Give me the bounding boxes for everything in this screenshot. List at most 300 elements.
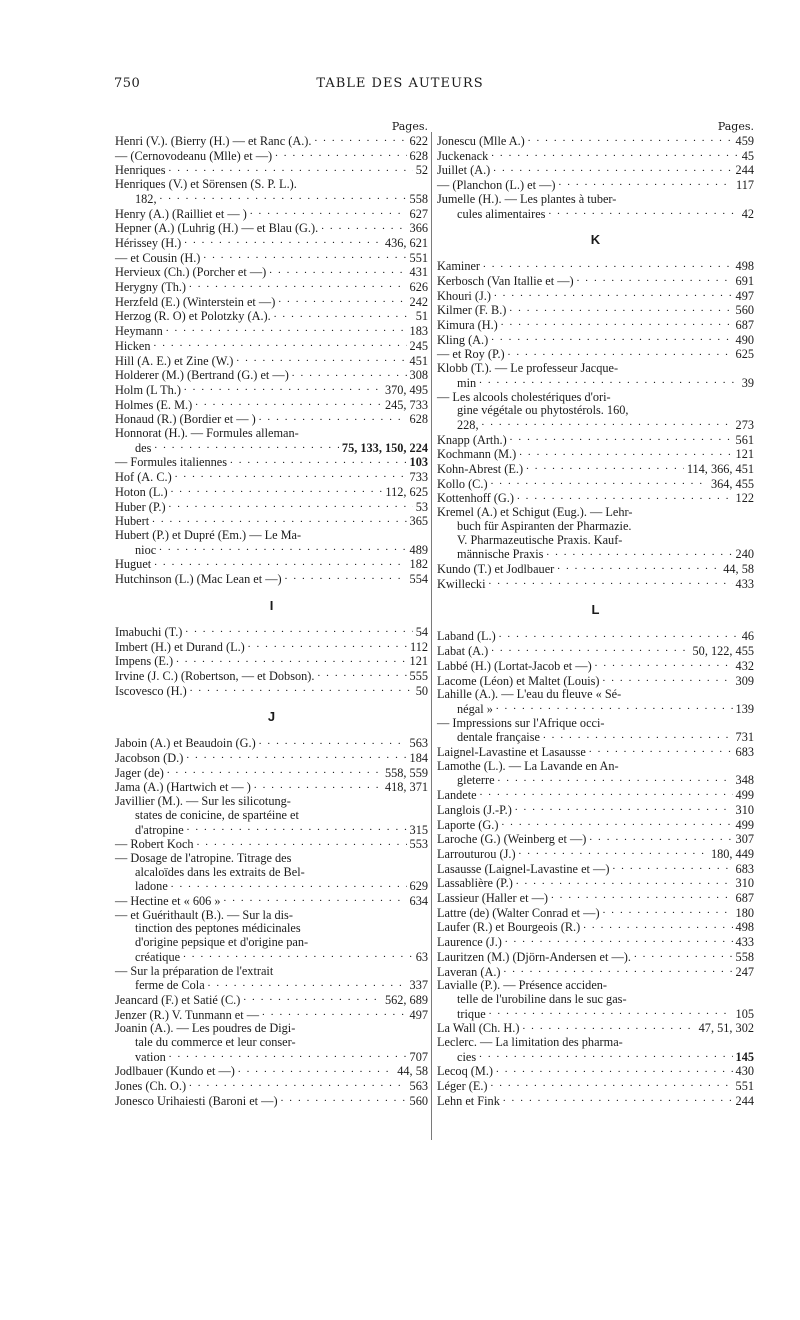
entry-text: Hutchinson (L.) (Mac Lean et —) — [115, 572, 282, 587]
entry-text: Herygny (Th.) — [115, 280, 187, 295]
index-entry — [437, 950, 754, 965]
entry-text: Kilmer (F. B.) — [437, 303, 507, 318]
page-reference: 47, 51, 302 — [698, 1021, 754, 1036]
page-number: 750 — [114, 76, 141, 91]
entry-text: Impens (E.) — [115, 654, 174, 669]
entry-line — [115, 866, 428, 880]
page-reference: 451 — [409, 353, 428, 368]
dot-leader — [491, 477, 708, 488]
index-entry — [437, 717, 754, 745]
entry-line — [437, 418, 754, 433]
entry-text: d'origine pepsique et d'origine pan- — [135, 935, 309, 950]
index-entry — [437, 1021, 754, 1036]
dot-leader — [577, 274, 733, 285]
entry-text: Jeancard (F.) et Satié (C.) — [115, 992, 241, 1007]
dot-leader — [154, 557, 406, 568]
entry-text: Kundo (T.) et Jodlbauer — [437, 561, 555, 576]
entry-text: Juillet (A.) — [437, 163, 491, 178]
dot-leader — [519, 847, 708, 858]
entry-line — [115, 993, 428, 1008]
page-reference: 628 — [409, 412, 428, 427]
index-entry — [437, 447, 754, 462]
entry-line — [437, 760, 754, 774]
entry-line — [115, 192, 428, 207]
entry-line — [437, 950, 754, 965]
index-entry — [115, 766, 428, 781]
index-entry — [115, 412, 428, 427]
dot-leader — [292, 368, 407, 379]
entry-line — [115, 751, 428, 766]
entry-text: Lasausse (Laignel-Lavastine et —) — [437, 861, 610, 876]
page-reference: 42 — [741, 206, 754, 221]
entry-text: states de conicine, de spartéine et — [135, 807, 299, 822]
dot-leader — [274, 309, 413, 320]
page-reference: 50 — [415, 683, 428, 698]
entry-line — [437, 547, 754, 562]
entry-line — [115, 134, 428, 149]
entry-text: Herzfeld (E.) (Winterstein et —) — [115, 294, 276, 309]
page-reference: 558 — [735, 949, 754, 964]
index-entry — [437, 193, 754, 221]
page-reference: 54 — [415, 624, 428, 639]
index-entry — [115, 1064, 428, 1079]
entry-line — [115, 383, 428, 398]
dot-leader — [236, 354, 406, 365]
index-entry — [437, 462, 754, 477]
entry-text: Langlois (J.-P.) — [437, 802, 512, 817]
dot-leader — [503, 1094, 733, 1105]
entry-text: La Wall (Ch. H.) — [437, 1021, 520, 1036]
pages-column-label: Pages. — [391, 120, 428, 133]
entry-line — [115, 736, 428, 751]
entry-line — [115, 354, 428, 369]
index-entry — [115, 514, 428, 529]
entry-text: Kimura (H.) — [437, 318, 498, 333]
dot-leader — [230, 455, 407, 466]
entry-line — [437, 207, 754, 222]
page-reference: 112 — [410, 639, 428, 654]
page-reference: 184 — [409, 751, 428, 766]
entry-text: Kollo (C.) — [437, 476, 488, 491]
page-reference: 44, 58 — [723, 561, 754, 576]
entry-text: Lamothe (L.). — La Lavande en An- — [437, 758, 619, 773]
page-reference: 315 — [409, 822, 428, 837]
page-reference: 622 — [409, 134, 428, 148]
entry-text: min — [457, 375, 477, 390]
index-entry — [115, 1022, 428, 1064]
index-entry — [437, 644, 754, 659]
entry-line — [115, 669, 428, 684]
entry-line — [437, 788, 754, 803]
index-entry — [437, 659, 754, 674]
dot-leader — [259, 736, 407, 747]
entry-text: Jenzer (R.) V. Tunmann et — — [115, 1007, 260, 1022]
index-entry — [437, 577, 754, 592]
entry-line — [115, 922, 428, 936]
dot-leader — [489, 577, 733, 588]
entry-line — [115, 1036, 428, 1050]
index-entry — [115, 383, 428, 398]
entry-line — [437, 477, 754, 492]
entry-line — [115, 1050, 428, 1065]
index-entry — [115, 654, 428, 669]
page-reference: 50, 122, 455 — [692, 644, 754, 659]
entry-line — [437, 433, 754, 448]
entry-line — [437, 134, 754, 149]
dot-leader — [505, 935, 733, 946]
page-reference: 307 — [735, 832, 754, 847]
entry-text: Landete — [437, 788, 477, 803]
index-entry — [115, 529, 428, 557]
entry-line — [437, 906, 754, 921]
index-entry — [115, 625, 428, 640]
dot-leader — [603, 906, 733, 917]
section-letter: L — [591, 602, 600, 618]
entry-line — [115, 766, 428, 781]
entry-text: — (Cernovodeanu (Mlle) et —) — [115, 148, 273, 163]
page-reference: 433 — [735, 935, 754, 950]
entry-text: Lavialle (P.). — Présence acciden- — [437, 978, 608, 993]
dot-leader — [479, 1050, 732, 1061]
dot-leader — [499, 629, 739, 640]
running-title: TABLE DES AUTEURS — [316, 76, 484, 91]
dot-leader — [259, 412, 407, 423]
entry-text: Juckenack — [437, 148, 489, 163]
index-entry — [115, 751, 428, 766]
entry-text: Henry (A.) (Railliet et — ) — [115, 206, 247, 221]
dot-leader — [515, 803, 733, 814]
index-entry — [115, 221, 428, 236]
index-entry — [115, 324, 428, 339]
index-entry — [115, 427, 428, 455]
entry-line — [115, 265, 428, 280]
entry-line — [115, 295, 428, 310]
entry-text: Hérissey (H.) — [115, 235, 182, 250]
page-reference: 244 — [735, 163, 754, 178]
entry-text: Hubert — [115, 514, 150, 529]
entry-line — [115, 625, 428, 640]
index-entry — [437, 1094, 754, 1109]
entry-line — [115, 950, 428, 965]
entry-line — [437, 333, 754, 348]
page-reference: 53 — [415, 499, 428, 514]
dot-leader — [516, 876, 733, 887]
dot-leader — [504, 965, 733, 976]
index-entry — [115, 354, 428, 369]
dot-leader — [491, 644, 689, 655]
entry-text: nioc — [135, 542, 157, 557]
dot-leader — [262, 1008, 407, 1019]
page-reference: 365 — [409, 514, 428, 529]
entry-text: ferme de Cola — [135, 978, 205, 993]
entry-line — [437, 274, 754, 289]
entry-text: Herzog (R. O) et Polotzky (A.). — [115, 309, 271, 324]
page-reference: 348 — [735, 773, 754, 788]
entry-text: alcaloïdes dans les extraits de Bel- — [135, 864, 305, 879]
entry-line — [437, 1050, 754, 1065]
entry-text: ladone — [135, 879, 168, 894]
entry-line — [437, 520, 754, 534]
entry-line — [115, 412, 428, 427]
entry-text: Kling (A.) — [437, 332, 489, 347]
entry-line — [437, 318, 754, 333]
page-header — [0, 76, 800, 98]
dot-leader — [195, 398, 382, 409]
dot-leader — [189, 280, 407, 291]
page-reference: 432 — [735, 658, 754, 673]
dot-leader — [243, 993, 382, 1004]
entry-text: 228, — [457, 417, 479, 432]
entry-line — [437, 674, 754, 689]
section-letter: I — [269, 597, 274, 613]
entry-line — [115, 441, 428, 456]
entry-text: — (Planchon (L.) et —) — [437, 178, 556, 193]
entry-text: Hof (A. C.) — [115, 470, 172, 485]
page-reference: 499 — [735, 817, 754, 832]
index-entry — [115, 265, 428, 280]
entry-text: Hicken — [115, 338, 151, 353]
entry-line — [437, 193, 754, 207]
dot-leader — [184, 383, 382, 394]
entry-line — [437, 935, 754, 950]
entry-line — [437, 1064, 754, 1079]
page-reference: 498 — [735, 259, 754, 274]
entry-line — [115, 368, 428, 383]
entry-text: Laveran (A.) — [437, 964, 501, 979]
entry-text: négal » — [457, 701, 493, 716]
index-entry — [115, 1008, 428, 1023]
page-reference: 45 — [741, 148, 754, 163]
dot-leader — [203, 251, 406, 262]
entry-text: Jumelle (H.). — Les plantes à tuber- — [437, 191, 617, 206]
dot-leader — [197, 837, 407, 848]
dot-leader — [176, 654, 406, 665]
entry-text: Jonescu (Mlle A.) — [437, 134, 525, 148]
index-entry — [437, 333, 754, 348]
entry-text: Lattre (de) (Walter Conrad et —) — [437, 905, 600, 920]
index-entry — [437, 289, 754, 304]
entry-text: — et Cousin (H.) — [115, 250, 201, 265]
dot-leader — [175, 470, 407, 481]
index-entry — [437, 847, 754, 862]
entry-line — [115, 236, 428, 251]
entry-text: Henri (V.). (Bierry (H.) — et Ranc (A.). — [115, 134, 312, 148]
page-reference: 245 — [409, 338, 428, 353]
page-reference: 310 — [735, 876, 754, 891]
dot-leader — [479, 376, 739, 387]
entry-text: gleterre — [457, 773, 495, 788]
entry-line — [437, 178, 754, 193]
entry-text: Huguet — [115, 557, 152, 572]
dot-leader — [493, 163, 732, 174]
index-entry — [115, 852, 428, 894]
entry-text: Holderer (M.) (Bertrand (G.) et —) — [115, 368, 289, 383]
entry-text: Holmes (E. M.) — [115, 397, 193, 412]
entry-line — [115, 684, 428, 699]
entry-text: Irvine (J. C.) (Robertson, — et Dobson). — [115, 668, 315, 683]
index-entry — [437, 674, 754, 689]
index-entry — [437, 818, 754, 833]
entry-text: Lassieur (Haller et —) — [437, 891, 548, 906]
index-entry — [437, 788, 754, 803]
dot-leader — [546, 547, 732, 558]
entry-line — [115, 1022, 428, 1036]
entry-text: Imabuchi (T.) — [115, 624, 183, 639]
entry-line — [437, 347, 754, 362]
entry-line — [437, 362, 754, 376]
dot-leader — [314, 134, 406, 145]
dot-leader — [480, 788, 733, 799]
entry-text: — Hectine et « 606 » — [115, 894, 221, 909]
page-reference: 558, 559 — [384, 765, 428, 780]
page-reference: 310 — [735, 802, 754, 817]
entry-text: Lahille (A.). — L'eau du fleuve « Sé- — [437, 687, 622, 702]
dot-leader — [491, 333, 732, 344]
index-entry — [437, 391, 754, 433]
entry-text: des — [135, 440, 152, 455]
entry-line — [115, 837, 428, 852]
dot-leader — [496, 1064, 733, 1075]
page-reference: 121 — [409, 654, 428, 669]
entry-text: cies — [457, 1049, 477, 1064]
dot-leader — [522, 1021, 695, 1032]
index-entry — [115, 251, 428, 266]
dot-leader — [275, 149, 406, 160]
dot-leader — [551, 891, 733, 902]
index-entry — [115, 1079, 428, 1094]
dot-leader — [548, 207, 738, 218]
entry-line — [115, 543, 428, 558]
dot-leader — [583, 920, 732, 931]
dot-leader — [526, 462, 684, 473]
dot-leader — [491, 1079, 733, 1090]
section-letter: K — [590, 232, 601, 248]
page-reference: 459 — [735, 134, 754, 148]
entry-text: trique — [457, 1006, 486, 1021]
index-entry — [437, 149, 754, 164]
entry-text: V. Pharmazeutische Praxis. Kauf- — [457, 532, 623, 547]
index-entry — [115, 163, 428, 178]
dot-leader — [494, 289, 733, 300]
entry-line — [115, 936, 428, 950]
entry-text: Holm (L Th.) — [115, 382, 181, 397]
entry-text: Heymann — [115, 324, 163, 339]
dot-leader — [543, 730, 733, 741]
entry-line — [437, 818, 754, 833]
dot-leader — [169, 500, 413, 511]
index-entry — [437, 318, 754, 333]
entry-line — [437, 688, 754, 702]
page-reference: 145 — [735, 1049, 754, 1064]
dot-leader — [183, 950, 413, 961]
dot-leader — [482, 418, 733, 429]
page-reference: 634 — [409, 894, 428, 909]
index-entry — [437, 347, 754, 362]
entry-text: Lehn et Fink — [437, 1093, 500, 1108]
index-column-left — [115, 120, 428, 1109]
page-reference: 733 — [409, 470, 428, 485]
dot-leader — [167, 766, 382, 777]
index-entry — [115, 780, 428, 795]
index-entry — [115, 236, 428, 251]
entry-text: Lecoq (M.) — [437, 1064, 493, 1079]
page-reference: 370, 495 — [384, 382, 428, 397]
dot-leader — [491, 149, 738, 160]
entry-text: — Dosage de l'atropine. Titrage des — [115, 850, 292, 865]
entry-line — [115, 823, 428, 838]
index-entry — [115, 736, 428, 751]
index-entry — [437, 303, 754, 318]
entry-text: Lacome (Léon) et Maltet (Louis) — [437, 673, 600, 688]
entry-text: Kaminer — [437, 259, 481, 274]
page-reference: 245, 733 — [384, 397, 428, 412]
entry-text: Lauritzen (M.) (Djörn-Andersen et —). — [437, 949, 631, 964]
index-entry — [437, 803, 754, 818]
index-entry — [437, 920, 754, 935]
index-entry — [115, 309, 428, 324]
page-reference: 683 — [735, 745, 754, 760]
page-reference: 497 — [409, 1007, 428, 1022]
dot-leader — [278, 295, 406, 306]
index-entry — [115, 1094, 428, 1109]
page-reference: 308 — [409, 368, 428, 383]
entry-text: créatique — [135, 949, 181, 964]
entry-text: — Sur la préparation de l'extrait — [115, 963, 274, 978]
entry-text: telle de l'urobiline dans le suc gas- — [457, 991, 627, 1006]
dot-leader — [250, 207, 407, 218]
entry-line — [115, 149, 428, 164]
dot-leader — [169, 1050, 407, 1061]
index-entry — [115, 398, 428, 413]
page-reference: 337 — [409, 978, 428, 993]
dot-leader — [509, 303, 732, 314]
entry-line — [115, 852, 428, 866]
entry-text: — Les alcools cholestériques d'ori- — [437, 389, 611, 404]
entry-text: Jacobson (D.) — [115, 751, 184, 766]
entry-line — [115, 894, 428, 909]
entry-line — [115, 514, 428, 529]
page-reference: 430 — [735, 1064, 754, 1079]
page-reference: 309 — [735, 673, 754, 688]
page-reference: 105 — [735, 1006, 754, 1021]
entry-line — [437, 965, 754, 980]
index-entry — [115, 669, 428, 684]
entry-text: Iscovesco (H.) — [115, 683, 187, 698]
page-reference: 51 — [415, 309, 428, 324]
page-reference: 498 — [735, 920, 754, 935]
index-entry — [437, 876, 754, 891]
dot-leader — [171, 879, 407, 890]
index-entry — [437, 891, 754, 906]
entry-line — [115, 251, 428, 266]
entry-line — [437, 1007, 754, 1022]
index-entry — [437, 745, 754, 760]
dot-leader — [528, 134, 733, 145]
entry-line — [437, 462, 754, 477]
entry-line — [115, 529, 428, 543]
index-entry — [437, 629, 754, 644]
entry-line — [437, 534, 754, 548]
page-reference: 558 — [409, 191, 428, 206]
dot-leader — [595, 659, 733, 670]
entry-line — [115, 500, 428, 515]
entry-line — [115, 207, 428, 222]
index-entry — [437, 178, 754, 193]
index-entry — [437, 979, 754, 1021]
page-reference: 691 — [735, 273, 754, 288]
page-reference: 180, 449 — [710, 846, 754, 861]
entry-line — [437, 659, 754, 674]
